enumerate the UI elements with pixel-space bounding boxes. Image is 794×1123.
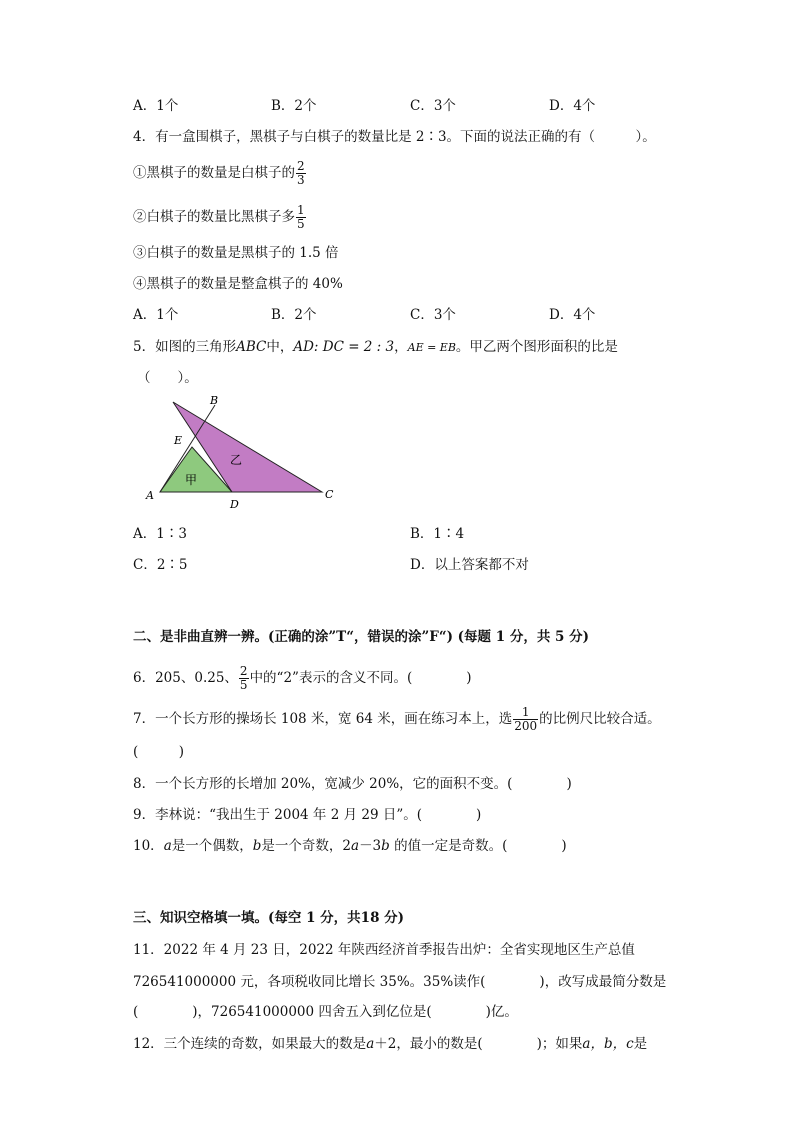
q10-var-b: b [252,838,262,854]
q3-option-c[interactable]: C．3个 [410,98,456,114]
q4-statement-3: ③白棋子的数量是黑棋子的 1.5 倍 [133,245,339,261]
q5-stem-a: 5．如图的三角形 [133,339,237,355]
label-a: A [146,489,154,502]
q6-fraction [239,665,249,692]
q5-option-b[interactable]: B．1∶4 [410,526,465,542]
q4-s2-den: 5 [297,217,305,231]
q4-option-b[interactable]: B．2个 [271,307,317,323]
q11-line-3[interactable]: ( )，726541000000 四舍五入到亿位是( )亿。 [133,1004,518,1020]
label-c: C [325,488,334,501]
q10-prefix: 10． [133,838,164,854]
q4-option-c[interactable]: C．3个 [410,307,456,323]
q5-option-c[interactable]: C．2∶5 [133,557,188,573]
label-yi: 乙 [230,453,243,467]
q7-a: 7．一个长方形的操场长 108 米，宽 64 米，画在练习本上，选 [133,711,513,727]
q10-var-a2: a [351,838,360,854]
q7-num: 1 [513,706,538,720]
q6-den: 5 [239,678,248,692]
q4-statement-1 [133,160,307,187]
q12-c: 是 [633,1036,648,1052]
q7-fraction [513,706,538,733]
q12-expr-var: a [366,1036,375,1052]
q10[interactable] [133,837,567,855]
q4-statement-2 [133,204,307,231]
q4-s1-fraction [296,160,306,187]
q6 [133,665,472,692]
q4-statement-4: ④黑棋子的数量是整盒棋子的 40% [133,276,343,292]
q10-mid3: －3 [359,838,382,854]
label-d: D [230,498,239,511]
q8[interactable]: 8．一个长方形的长增加 20%，宽减少 20%，它的面积不变。( ) [133,776,572,792]
q3-option-b[interactable]: B．2个 [271,98,317,114]
q5-option-d[interactable]: D．以上答案都不对 [410,557,529,573]
q6-a: 6．205、0.25、 [133,670,238,686]
q5-triangle-figure [140,392,340,512]
q5-stem [133,338,618,357]
q12-line-1[interactable] [133,1035,647,1053]
q5-stem-b: 中， [266,339,294,355]
q6-num: 2 [239,664,248,678]
q12-b[interactable]: ，最小的数是( )；如果 [396,1036,583,1052]
q5-stem-c: 。甲乙两个图形面积的比是 [455,339,618,355]
q4-s1-den: 3 [297,173,305,187]
label-jia: 甲 [185,473,198,487]
q10-mid2: 是一个奇数，2 [261,838,351,854]
q5-blank[interactable]: （ ）。 [137,370,198,386]
q4-s1-text: ①黑棋子的数量是白棋子的 [133,165,295,181]
q12-vars: a，b，c [582,1036,634,1052]
q4-s2-fraction [296,204,306,231]
q7-den: 200 [514,719,538,733]
q4-s2-text: ②白棋子的数量比黑棋子多 [133,209,295,225]
q4-option-a[interactable]: A．1个 [133,307,179,323]
q10-mid1: 是一个偶数， [171,838,253,854]
q12-expr-rest: ＋2 [374,1036,397,1052]
q7 [133,706,661,733]
q7-b: 的比例尺比较合适。 [539,711,661,727]
q4-s2-num: 1 [297,203,305,217]
q5-option-a[interactable]: A．1∶3 [133,526,187,542]
q10-tail: 的值一定是奇数。( ) [389,838,567,854]
label-b: B [210,394,219,407]
q11-line-1: 11．2022 年 4 月 23 日，2022 年陕西经济首季报告出炉：全省实现地区生产总值 [133,942,635,958]
q5-sep: ， [394,339,408,355]
q5-triangle-name: ABC [236,339,267,355]
section-3-title: 三、知识空格填一填。(每空 1 分，共18 分) [133,910,405,926]
q5-ratio: AD: DC = 2 : 3 [293,339,395,355]
q3-option-a[interactable]: A．1个 [133,98,179,114]
q5-equal: AE = EB [407,341,456,354]
label-e: E [174,434,183,447]
q6-b[interactable]: 中的“2”表示的含义不同。( ) [249,670,472,686]
q4-s1-num: 2 [297,159,305,173]
section-2-title: 二、是非曲直辨一辨。(正确的涂”T“，错误的涂”F“) (每题 1 分，共 5 分) [133,629,590,645]
q3-option-d[interactable]: D．4个 [549,98,596,114]
q9[interactable]: 9．李林说：“我出生于 2004 年 2 月 29 日”。( ) [133,807,482,823]
q11-line-2[interactable]: 726541000000 元，各项税收同比增长 35%。35%读作( )，改写成最简分数是 [133,974,667,990]
q4-option-d[interactable]: D．4个 [549,307,596,323]
q4-stem: 4．有一盒围棋子，黑棋子与白棋子的数量比是 2∶3。下面的说法正确的有（ ）。 [133,129,656,145]
q10-var-a: a [163,838,172,854]
q10-var-b2: b [381,838,390,854]
q7-blank[interactable]: ( ) [133,744,185,760]
q12-a: 12．三个连续的奇数，如果最大的数是 [133,1036,367,1052]
